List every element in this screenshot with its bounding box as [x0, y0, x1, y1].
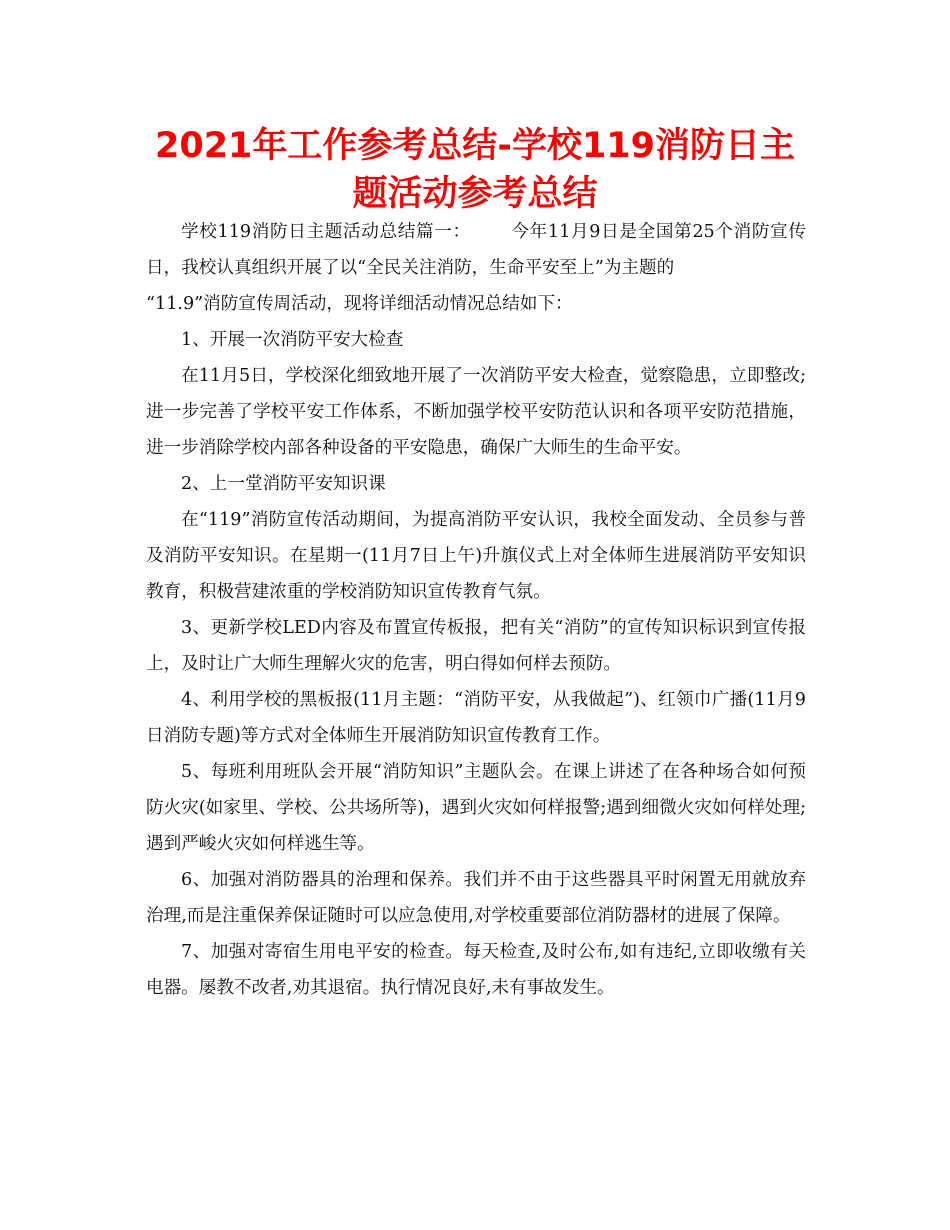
intro-text: 今年11月9日是全国第25个消防宣传日，我校认真组织开展了以“全民关注消防，生命平安至上”为主题的 [146, 222, 806, 278]
section-paragraph: 在11月5日，学校深化细致地开展了一次消防平安大检查，觉察隐患，立即整改;进一步完善了学校平安工作体系，不断加强学校平安防范认识和各项平安防范措施，进一步消除学校内部各种设备的平安隐患，确保广大师生的生命平安。 [146, 366, 806, 458]
intro-label: 学校119消防日主题活动总结篇一： [181, 222, 471, 242]
section-paragraph: 4、利用学校的黑板报(11月主题：“消防平安，从我做起”)、红领巾广播(11月9日消防专题)等方式对全体师生开展消防知识宣传教育工作。 [146, 690, 806, 746]
document-body [146, 214, 806, 1006]
section-paragraph: 在“119”消防宣传活动期间，为提高消防平安认识，我校全面发动、全员参与普及消防平安知识。在星期一(11月7日上午)升旗仪式上对全体师生进展消防平安知识教育，积极营建浓重的学校消防知识宣传教育气氛。 [146, 510, 806, 602]
section-heading: 1、开展一次消防平安大检查 [181, 330, 404, 350]
intro-continued: “11.9”消防宣传周活动，现将详细活动情况总结如下： [146, 294, 573, 314]
section-paragraph: 6、加强对消防器具的治理和保养。我们并不由于这些器具平时闲置无用就放弃治理,而是注重保养保证随时可以应急使用,对学校重要部位消防器材的进展了保障。 [146, 870, 806, 926]
intro-paragraph [146, 214, 806, 286]
document-title: 2021年工作参考总结-学校119消防日主题活动参考总结 [155, 126, 795, 214]
section-paragraph: 7、加强对寄宿生用电平安的检查。每天检查,及时公布,如有违纪,立即收缴有关电器。屡教不改者,劝其退宿。执行情况良好,未有事故发生。 [146, 942, 806, 998]
section-paragraph: 5、每班利用班队会开展“消防知识”主题队会。在课上讲述了在各种场合如何预防火灾(如家里、学校、公共场所等)，遇到火灾如何样报警;遇到细微火灾如何样处理;遇到严峻火灾如何样逃生等。 [146, 762, 806, 854]
section-paragraph: 3、更新学校LED内容及布置宣传板报，把有关“消防”的宣传知识标识到宣传报上，及时让广大师生理解火灾的危害，明白得如何样去预防。 [146, 618, 806, 674]
section-heading: 2、上一堂消防平安知识课 [181, 474, 386, 494]
